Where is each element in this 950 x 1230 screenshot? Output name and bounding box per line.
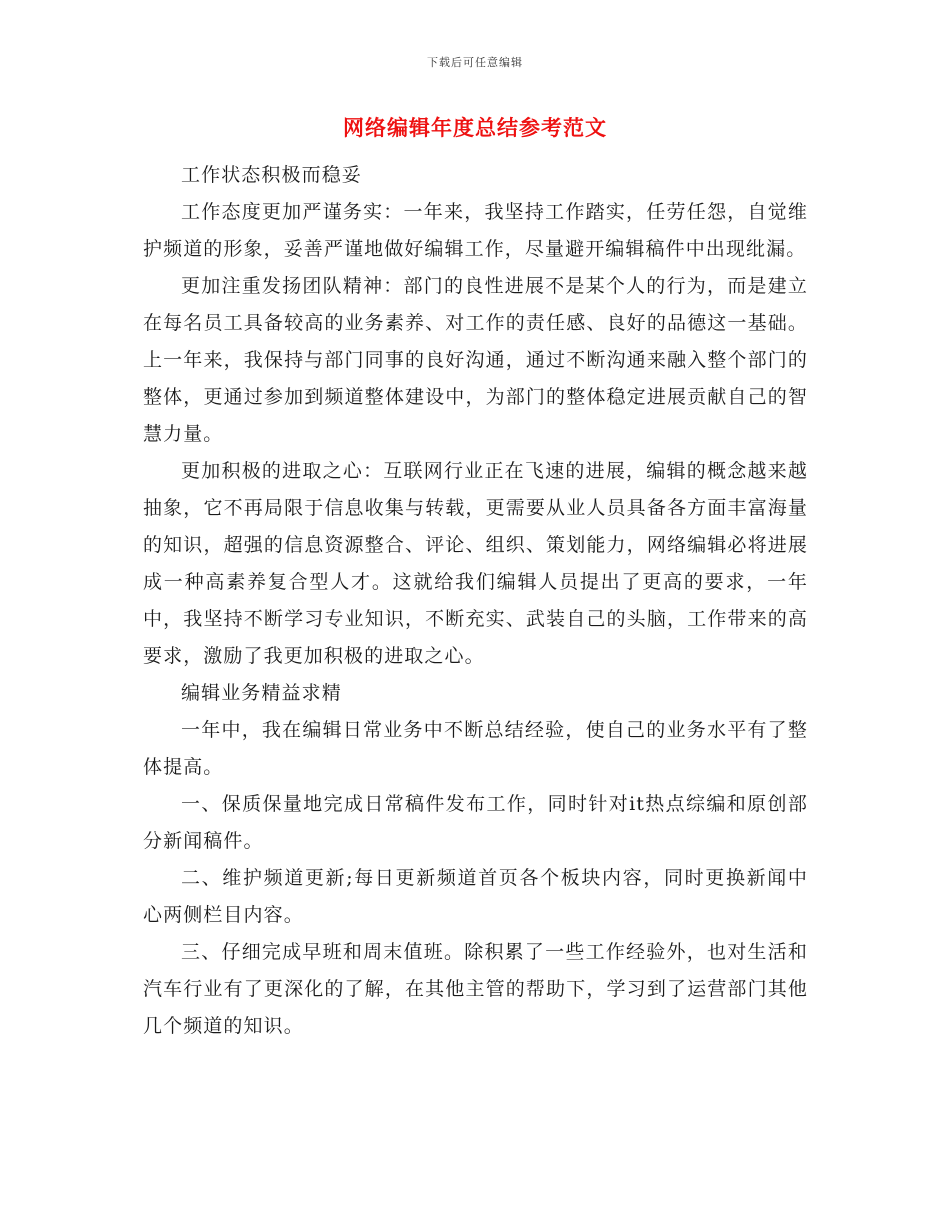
list-item-2: 二、维护频道更新;每日更新频道首页各个板块内容，同时更换新闻中心两侧栏目内容。 (143, 867, 808, 926)
document-body (143, 157, 808, 1045)
page-header-note: 下载后可任意编辑 (427, 56, 523, 69)
paragraph-enterprising-spirit: 更加积极的进取之心：互联网行业正在飞速的进展，编辑的概念越来越抽象，它不再局限于信息收集与转载，更需要从业人员具备各方面丰富海量的知识，超强的信息资源整合、评论、组织、策划能力，网络编辑必将进展成一种高素养复合型人才。这就给我们编辑人员提出了更高的要求，一年中，我坚持不断学习专业知识，不断充实、武装自己的头脑，工作带来的高要求，激励了我更加积极的进取之心。 (143, 460, 808, 667)
paragraph-team-spirit: 更加注重发扬团队精神：部门的良性进展不是某个人的行为，而是建立在每名员工具备较高的业务素养、对工作的责任感、良好的品德这一基础。上一年来，我保持与部门同事的良好沟通，通过不断沟通来融入整个部门的整体，更通过参加到频道整体建设中，为部门的整体稳定进展贡献自己的智慧力量。 (143, 275, 808, 445)
section-heading-work-state: 工作状态积极而稳妥 (181, 164, 362, 186)
list-item-3: 三、仔细完成早班和周末值班。除积累了一些工作经验外，也对生活和汽车行业有了更深化的了解，在其他主管的帮助下，学习到了运营部门其他几个频道的知识。 (143, 941, 808, 1037)
document-title: 网络编辑年度总结参考范文 (343, 115, 607, 140)
paragraph-work-attitude: 工作态度更加严谨务实：一年来，我坚持工作踏实，任劳任怨，自觉维护频道的形象，妥善严谨地做好编辑工作，尽量避开编辑稿件中出现纰漏。 (143, 201, 808, 260)
section-heading-editing-business: 编辑业务精益求精 (181, 682, 342, 704)
paragraph-business-improvement: 一年中，我在编辑日常业务中不断总结经验，使自己的业务水平有了整体提高。 (143, 719, 808, 778)
list-item-1: 一、保质保量地完成日常稿件发布工作，同时针对it热点综编和原创部分新闻稿件。 (143, 793, 808, 852)
